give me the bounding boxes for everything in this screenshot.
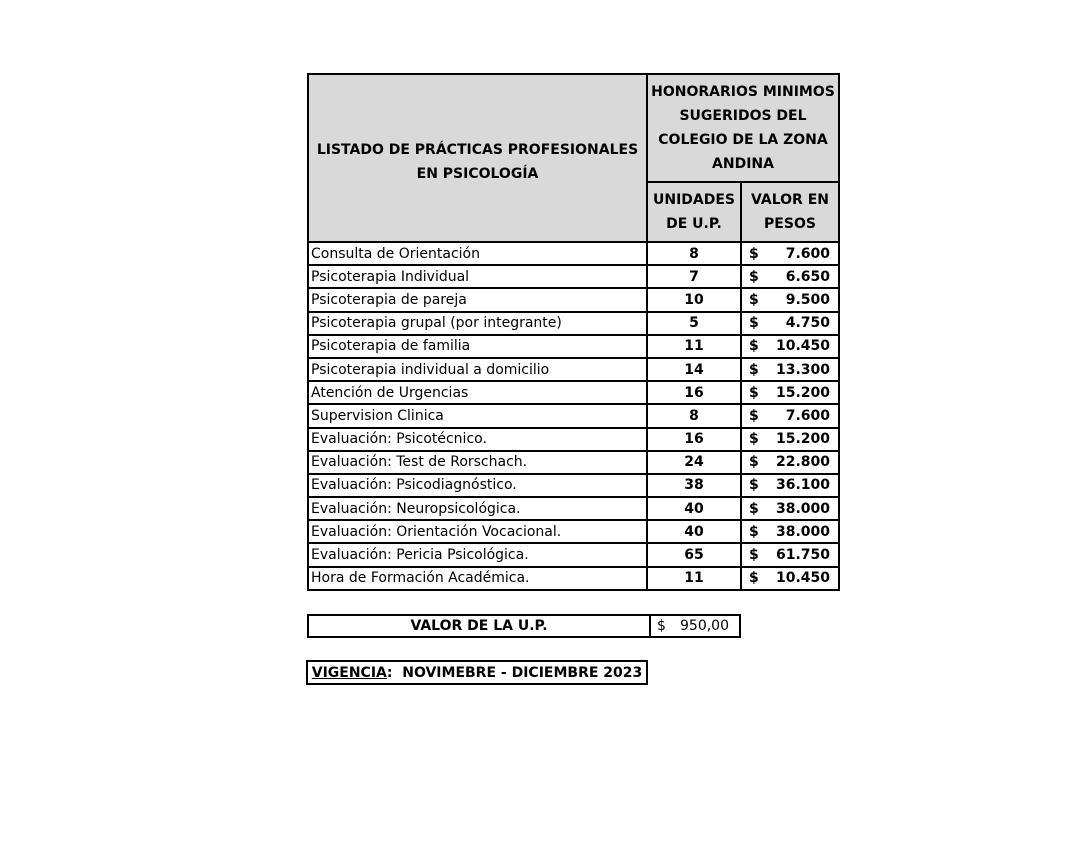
practice-units: 11: [647, 335, 741, 358]
practice-units: 8: [647, 404, 741, 427]
units-column-header-text: UNIDADES DE U.P.: [652, 192, 736, 232]
practice-price: [741, 497, 839, 520]
price-value: 6.650: [785, 268, 830, 285]
practice-name: Supervision Clinica: [308, 404, 647, 427]
practice-units: 24: [647, 451, 741, 474]
practice-price: [741, 335, 839, 358]
practices-header-text: LISTADO DE PRÁCTICAS PROFESIONALES EN PSICOLOGÍA: [316, 142, 639, 182]
up-value-label: VALOR DE LA U.P.: [309, 616, 651, 636]
practice-name: Consulta de Orientación: [308, 242, 647, 265]
price-currency: $: [749, 291, 759, 308]
practice-units: 5: [647, 312, 741, 335]
practice-name: Psicoterapia grupal (por integrante): [308, 312, 647, 335]
table-row: [308, 335, 839, 358]
practice-price: [741, 381, 839, 404]
price-currency: $: [749, 338, 759, 355]
price-value: 15.200: [775, 431, 830, 448]
price-currency: $: [749, 268, 759, 285]
practice-units: 40: [647, 497, 741, 520]
price-currency: $: [749, 570, 759, 587]
practices-header: [308, 74, 647, 242]
value-column-header-text: VALOR EN PESOS: [751, 192, 829, 232]
practice-units: 10: [647, 288, 741, 311]
price-value: 10.450: [775, 570, 830, 587]
up-value-number: 950,00: [680, 618, 729, 634]
up-value-currency: $: [657, 618, 666, 634]
up-value-amount: [651, 618, 739, 634]
practice-name: Evaluación: Test de Rorschach.: [308, 451, 647, 474]
value-column-header: [741, 182, 839, 242]
practice-units: 16: [647, 428, 741, 451]
practice-units: 7: [647, 265, 741, 288]
practice-price: [741, 567, 839, 590]
practice-units: 40: [647, 520, 741, 543]
practice-units: 16: [647, 381, 741, 404]
practice-name: Hora de Formación Académica.: [308, 567, 647, 590]
practice-price: [741, 520, 839, 543]
fees-group-header: [647, 74, 839, 182]
price-currency: $: [749, 431, 759, 448]
table-row: [308, 497, 839, 520]
price-value: 7.600: [785, 407, 830, 424]
practice-name: Psicoterapia Individual: [308, 265, 647, 288]
price-currency: $: [749, 547, 759, 564]
price-value: 13.300: [775, 361, 830, 378]
price-value: 22.800: [775, 454, 830, 471]
price-value: 4.750: [785, 315, 830, 332]
practice-name: Evaluación: Orientación Vocacional.: [308, 520, 647, 543]
up-value-box: [307, 614, 741, 638]
fees-group-header-text: HONORARIOS MINIMOS SUGERIDOS DEL COLEGIO DE LA ZONA ANDINA: [651, 84, 835, 172]
fees-table: [307, 73, 840, 591]
practice-price: [741, 312, 839, 335]
practice-price: [741, 428, 839, 451]
price-currency: $: [749, 407, 759, 424]
table-row: [308, 567, 839, 590]
price-currency: $: [749, 523, 759, 540]
price-value: 15.200: [775, 384, 830, 401]
validity-label: VIGENCIA: [311, 664, 387, 681]
practice-name: Evaluación: Neuropsicológica.: [308, 497, 647, 520]
price-value: 9.500: [785, 291, 830, 308]
fee-rows: [308, 242, 839, 590]
table-row: [308, 242, 839, 265]
table-row: [308, 358, 839, 381]
price-currency: $: [749, 477, 759, 494]
practice-units: 65: [647, 543, 741, 566]
units-column-header: [647, 182, 741, 242]
table-row: [308, 288, 839, 311]
price-value: 7.600: [785, 245, 830, 262]
practice-price: [741, 543, 839, 566]
practice-price: [741, 265, 839, 288]
practice-price: [741, 358, 839, 381]
price-value: 38.000: [775, 500, 830, 517]
price-currency: $: [749, 361, 759, 378]
practice-name: Evaluación: Psicotécnico.: [308, 428, 647, 451]
price-value: 61.750: [775, 547, 830, 564]
table-row: [308, 543, 839, 566]
table-row: [308, 474, 839, 497]
practice-units: 14: [647, 358, 741, 381]
price-currency: $: [749, 315, 759, 332]
validity-period: NOVIMEBRE - DICIEMBRE 2023: [402, 664, 643, 681]
practice-name: Evaluación: Pericia Psicológica.: [308, 543, 647, 566]
table-row: [308, 312, 839, 335]
practice-name: Atención de Urgencias: [308, 381, 647, 404]
price-currency: $: [749, 500, 759, 517]
practice-units: 11: [647, 567, 741, 590]
table-row: [308, 451, 839, 474]
price-currency: $: [749, 454, 759, 471]
practice-name: Psicoterapia individual a domicilio: [308, 358, 647, 381]
practice-price: [741, 288, 839, 311]
table-row: [308, 404, 839, 427]
price-currency: $: [749, 384, 759, 401]
price-value: 10.450: [775, 338, 830, 355]
validity-separator: :: [386, 664, 393, 681]
table-row: [308, 381, 839, 404]
practice-price: [741, 451, 839, 474]
practice-name: Psicoterapia de pareja: [308, 288, 647, 311]
price-currency: $: [749, 245, 759, 262]
practice-units: 38: [647, 474, 741, 497]
validity-box: [306, 660, 648, 685]
practice-price: [741, 242, 839, 265]
practice-price: [741, 404, 839, 427]
price-value: 38.000: [775, 523, 830, 540]
practice-units: 8: [647, 242, 741, 265]
practice-name: Psicoterapia de familia: [308, 335, 647, 358]
price-value: 36.100: [775, 477, 830, 494]
practice-price: [741, 474, 839, 497]
table-row: [308, 265, 839, 288]
table-row: [308, 520, 839, 543]
practice-name: Evaluación: Psicodiagnóstico.: [308, 474, 647, 497]
table-row: [308, 428, 839, 451]
